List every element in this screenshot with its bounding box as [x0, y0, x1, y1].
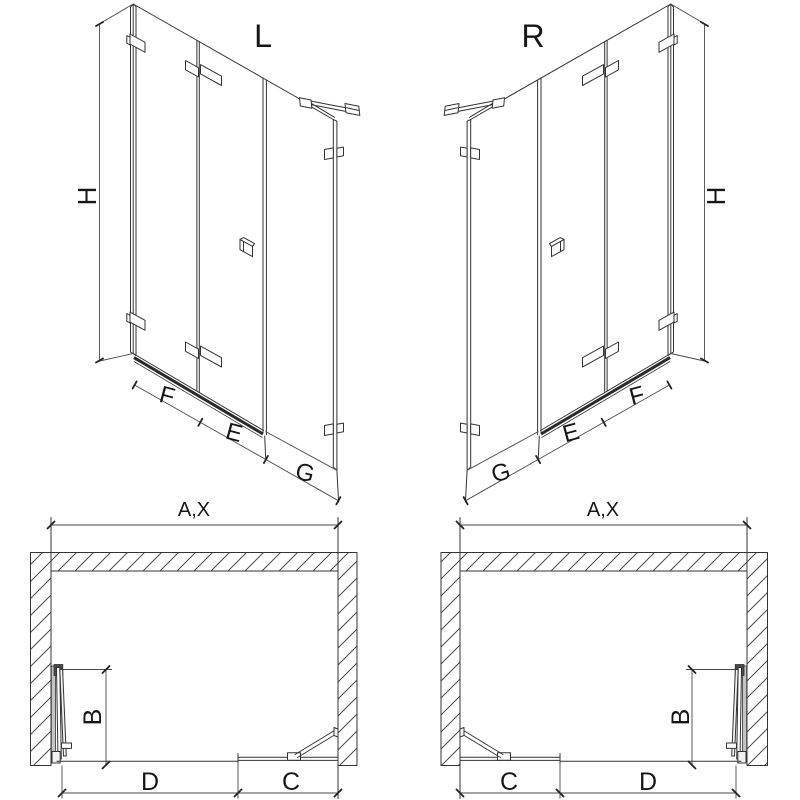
height-dimension — [96, 4, 133, 363]
iso-right-f-label: F — [626, 381, 648, 411]
iso-left-f-label: F — [156, 381, 178, 411]
side-panel-clamp-bottom-left — [325, 424, 334, 436]
handle-knob-face — [240, 240, 253, 257]
panel-divider — [197, 40, 199, 392]
plan-right-c-label: C — [499, 768, 519, 796]
door-free-edge — [263, 78, 266, 458]
side-panel-clamp-top-right — [337, 147, 344, 157]
support-strut-plan — [295, 731, 337, 758]
iso-left-g-label: G — [292, 457, 318, 489]
overall-width-dimension — [48, 522, 342, 529]
iso-right-height-label: H — [701, 186, 731, 206]
wall-left-band — [441, 571, 460, 766]
wall-top-band — [441, 553, 768, 572]
plan-right-d-label: D — [638, 768, 658, 796]
iso-right-label: R — [521, 18, 545, 54]
wall-outline — [31, 553, 358, 766]
iso-left-label: L — [254, 18, 272, 54]
handle-knob — [240, 238, 255, 257]
iso-left-e-label: E — [222, 417, 246, 449]
plan-left-wall-hatching — [31, 553, 358, 766]
panel-hinge-top-right — [201, 65, 222, 86]
wall-hinge-bottom — [130, 312, 145, 330]
screen-bottom-edge — [133, 354, 263, 431]
strut-wall-foot — [334, 728, 338, 738]
iso-left-height-label: H — [72, 186, 102, 206]
folded-door — [51, 665, 71, 764]
screen-top-edge — [133, 4, 305, 102]
hinges — [127, 34, 344, 436]
wall-profile-strip — [51, 666, 55, 763]
side-panel-clamp-bottom-right — [337, 423, 344, 433]
iso-right-e-label: E — [559, 417, 583, 449]
wall-right-band — [747, 571, 768, 766]
panel-hinge-bottom-right — [201, 346, 222, 367]
wall-left-band — [31, 571, 52, 766]
plan-right-wall-hatching — [441, 553, 768, 766]
door-handle-tab — [62, 743, 72, 748]
wall-top-band — [31, 553, 358, 572]
plan-right-depth-label: B — [667, 708, 695, 726]
wall-right-band — [338, 571, 357, 766]
side-panel-edge — [333, 120, 338, 503]
side-panel-clamp-top-left — [325, 148, 334, 160]
plan-left-width-label: A,X — [177, 499, 211, 521]
plan-left-d-label: D — [140, 768, 160, 796]
wall-profile — [131, 4, 137, 356]
fixed-panel-plan — [57, 728, 338, 764]
plan-right-width-label: A,X — [586, 499, 620, 521]
wall-hinge-top — [130, 34, 145, 52]
plan-left-c-label: C — [281, 768, 301, 796]
iso-right-g-label: G — [488, 457, 514, 489]
plan-left-depth-label: B — [79, 708, 107, 726]
support-bar-corner-bracket — [300, 98, 312, 108]
support-bar — [300, 98, 360, 120]
height-extension-lines — [98, 4, 134, 362]
